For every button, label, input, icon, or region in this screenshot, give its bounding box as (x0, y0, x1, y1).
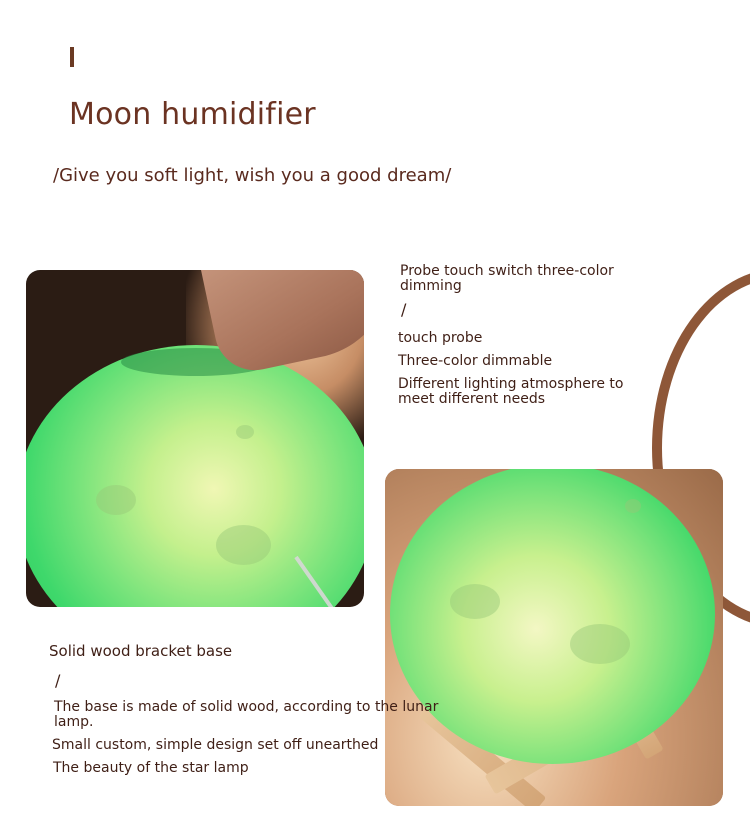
crater (450, 584, 500, 619)
base-title: Solid wood bracket base (49, 642, 233, 660)
crater (570, 624, 630, 664)
crater (216, 525, 271, 565)
moon-lamp-globe (26, 345, 364, 607)
base-slash: / (55, 671, 61, 690)
feature-title: Probe touch switch three-color dimming (400, 263, 614, 294)
title-accent-bar (70, 47, 74, 67)
crater (625, 499, 641, 513)
crater (236, 425, 254, 439)
tagline: /Give you soft light, wish you a good dream/ (53, 165, 452, 186)
feature-slash: / (401, 300, 407, 319)
feature-item: Different lighting atmosphere to meet different needs (398, 376, 624, 407)
base-line: The beauty of the star lamp (53, 760, 249, 776)
crater (96, 485, 136, 515)
feature-item: touch probe (398, 330, 483, 346)
feature-item: Three-color dimmable (398, 353, 553, 369)
base-line: The base is made of solid wood, according to the lunar lamp. (54, 699, 439, 730)
moon-lamp-touch-photo (26, 270, 364, 607)
base-description (49, 644, 449, 776)
touch-feature-description (398, 264, 648, 407)
base-line: Small custom, simple design set off unearthed (52, 737, 379, 753)
page-title: Moon humidifier (69, 97, 316, 132)
